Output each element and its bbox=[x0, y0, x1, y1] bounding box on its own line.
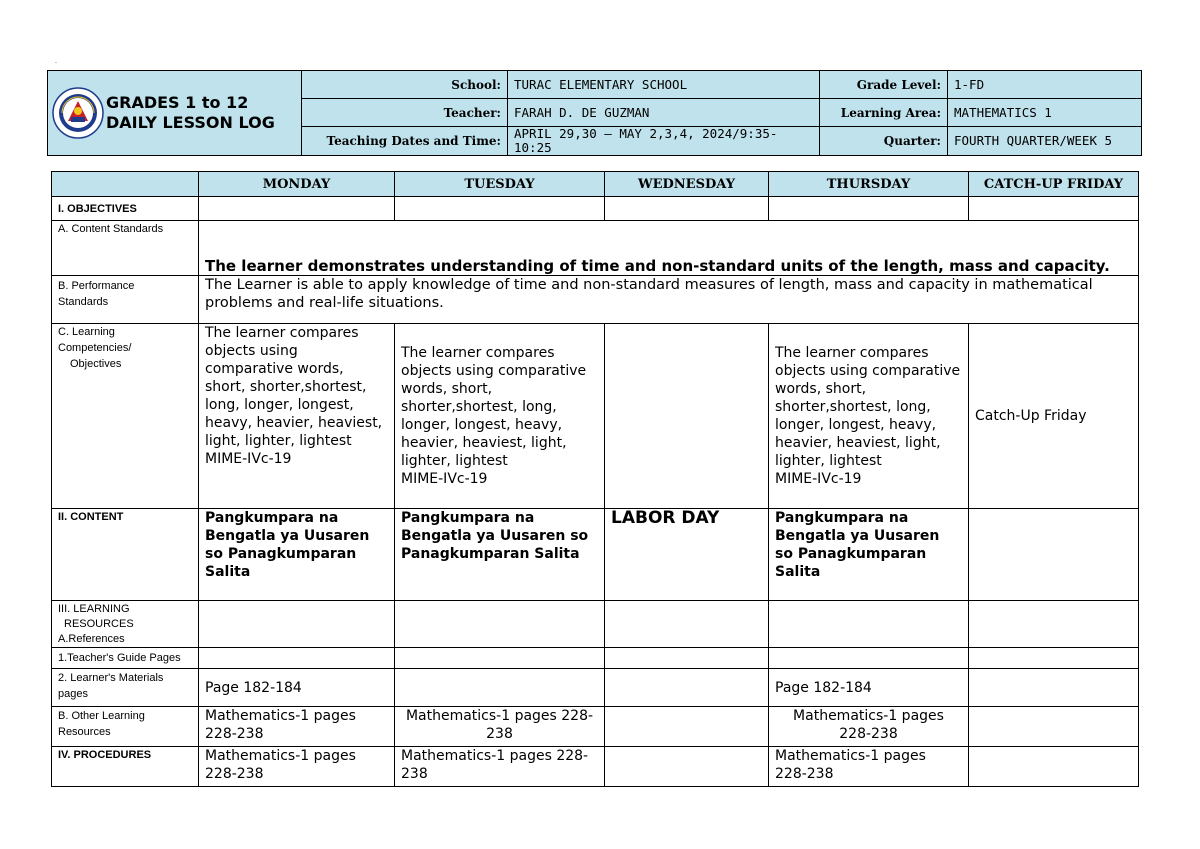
row-label-performance-standards bbox=[52, 276, 199, 324]
day-header-friday: CATCH-UP FRIDAY bbox=[969, 172, 1139, 197]
competencies-label-line-1: C. Learning bbox=[58, 326, 115, 338]
row-label-content: II. CONTENT bbox=[52, 509, 199, 601]
resources-label-line-3: A.References bbox=[58, 633, 125, 645]
corner-header bbox=[52, 172, 199, 197]
row-label-content-standards: A. Content Standards bbox=[52, 221, 199, 276]
lesson-log-table bbox=[51, 171, 1139, 787]
row-label-other-resources bbox=[52, 707, 199, 747]
teaching-dates-value: APRIL 29,30 – MAY 2,3,4, 2024/9:35-10:25 bbox=[508, 127, 820, 156]
learners-materials-thursday: Page 182-184 bbox=[769, 669, 969, 707]
table-row bbox=[52, 747, 1139, 787]
other-resources-tuesday: Mathematics-1 pages 228-238 bbox=[395, 707, 605, 747]
row-label-procedures: IV. PROCEDURES bbox=[52, 747, 199, 787]
content-tuesday: Pangkumpara na Bengatla ya Uusaren so Panagkumparan Salita bbox=[395, 509, 605, 601]
row-label-objectives: I. OBJECTIVES bbox=[52, 197, 199, 221]
content-thursday: Pangkumpara na Bengatla ya Uusaren so Panagkumparan Salita bbox=[769, 509, 969, 601]
resources-label-line-1: III. LEARNING bbox=[58, 603, 130, 615]
competencies-tuesday bbox=[395, 324, 605, 509]
competencies-thursday bbox=[769, 324, 969, 509]
day-header-wednesday: WEDNESDAY bbox=[605, 172, 769, 197]
table-row bbox=[52, 324, 1139, 509]
day-header-tuesday: TUESDAY bbox=[395, 172, 605, 197]
other-resources-label-line-2: Resources bbox=[58, 726, 111, 738]
learners-materials-label-line-1: 2. Learner's Materials bbox=[58, 672, 164, 684]
content-friday bbox=[969, 509, 1139, 601]
header-table bbox=[47, 70, 1142, 156]
table-row bbox=[52, 601, 1139, 648]
day-header-thursday: THURSDAY bbox=[769, 172, 969, 197]
procedures-thursday: Mathematics-1 pages 228-238 bbox=[769, 747, 969, 787]
content-standards-text: The learner demonstrates understanding of time and non-standard units of the length, mass and capacity. bbox=[199, 221, 1139, 276]
competencies-label-line-3: Objectives bbox=[70, 358, 122, 370]
row-label-learners-materials bbox=[52, 669, 199, 707]
deped-seal-icon bbox=[52, 87, 104, 139]
procedures-tuesday: Mathematics-1 pages 228-238 bbox=[395, 747, 605, 787]
other-resources-label-line-1: B. Other Learning bbox=[58, 710, 145, 722]
procedures-monday: Mathematics-1 pages 228-238 bbox=[199, 747, 395, 787]
title-line-2: DAILY LESSON LOG bbox=[106, 113, 275, 132]
learners-materials-monday: Page 182-184 bbox=[199, 669, 395, 707]
competencies-friday: Catch-Up Friday bbox=[969, 324, 1139, 509]
competencies-monday bbox=[199, 324, 395, 509]
row-label-resources bbox=[52, 601, 199, 648]
quarter-value: FOURTH QUARTER/WEEK 5 bbox=[948, 127, 1142, 156]
learning-area-label: Learning Area: bbox=[820, 99, 948, 127]
competencies-tuesday-text: The learner compares objects using comparative words, short, shorter,shortest, long, longer, longest, heavy, heavier, heaviest, light, lighter, lightest bbox=[401, 345, 587, 469]
learning-area-value: MATHEMATICS 1 bbox=[948, 99, 1142, 127]
row-label-competencies bbox=[52, 324, 199, 509]
other-resources-monday: Mathematics-1 pages 228-238 bbox=[199, 707, 395, 747]
page-title bbox=[106, 93, 275, 133]
title-line-1: GRADES 1 to 12 bbox=[106, 93, 249, 112]
stray-dot: . bbox=[55, 58, 57, 65]
table-row bbox=[52, 276, 1139, 324]
table-row bbox=[52, 221, 1139, 276]
row-label-teachers-guide: 1.Teacher's Guide Pages bbox=[52, 648, 199, 669]
school-value: TURAC ELEMENTARY SCHOOL bbox=[508, 71, 820, 99]
title-block bbox=[48, 71, 302, 156]
table-row bbox=[52, 669, 1139, 707]
performance-standards-text: The Learner is able to apply knowledge of time and non-standard measures of length, mass and capacity in mathematical problems and real-life situations. bbox=[199, 276, 1139, 324]
competencies-tuesday-code: MIME-IVc-19 bbox=[401, 471, 488, 487]
content-wednesday: LABOR DAY bbox=[605, 509, 769, 601]
competencies-label-line-2: Competencies/ bbox=[58, 342, 132, 354]
teacher-value: FARAH D. DE GUZMAN bbox=[508, 99, 820, 127]
school-label: School: bbox=[302, 71, 508, 99]
learners-materials-label-line-2: pages bbox=[58, 688, 88, 700]
competencies-monday-code: MIME-IVc-19 bbox=[205, 451, 292, 467]
resources-label-line-2: RESOURCES bbox=[64, 618, 134, 630]
teaching-dates-label: Teaching Dates and Time: bbox=[302, 127, 508, 156]
competencies-wednesday bbox=[605, 324, 769, 509]
table-row bbox=[52, 648, 1139, 669]
table-row bbox=[52, 509, 1139, 601]
performance-label-line-1: B. Performance bbox=[58, 280, 135, 292]
day-header-monday: MONDAY bbox=[199, 172, 395, 197]
quarter-label: Quarter: bbox=[820, 127, 948, 156]
other-resources-thursday: Mathematics-1 pages 228-238 bbox=[769, 707, 969, 747]
table-row bbox=[52, 707, 1139, 747]
table-row bbox=[52, 197, 1139, 221]
grade-level-label: Grade Level: bbox=[820, 71, 948, 99]
competencies-thursday-text: The learner compares objects using comparative words, short, shorter,shortest, long, longer, longest, heavy, heavier, heaviest, light, lighter, lightest bbox=[775, 345, 961, 469]
competencies-monday-text: The learner compares objects using comparative words, short, shorter,shortest, long, longer, longest, heavy, heavier, heaviest, light, lighter, lightest bbox=[205, 325, 383, 449]
grade-level-value: 1-FD bbox=[948, 71, 1142, 99]
content-monday: Pangkumpara na Bengatla ya Uusaren so Panagkumparan Salita bbox=[199, 509, 395, 601]
competencies-thursday-code: MIME-IVc-19 bbox=[775, 471, 862, 487]
performance-label-line-2: Standards bbox=[58, 296, 109, 308]
teacher-label: Teacher: bbox=[302, 99, 508, 127]
